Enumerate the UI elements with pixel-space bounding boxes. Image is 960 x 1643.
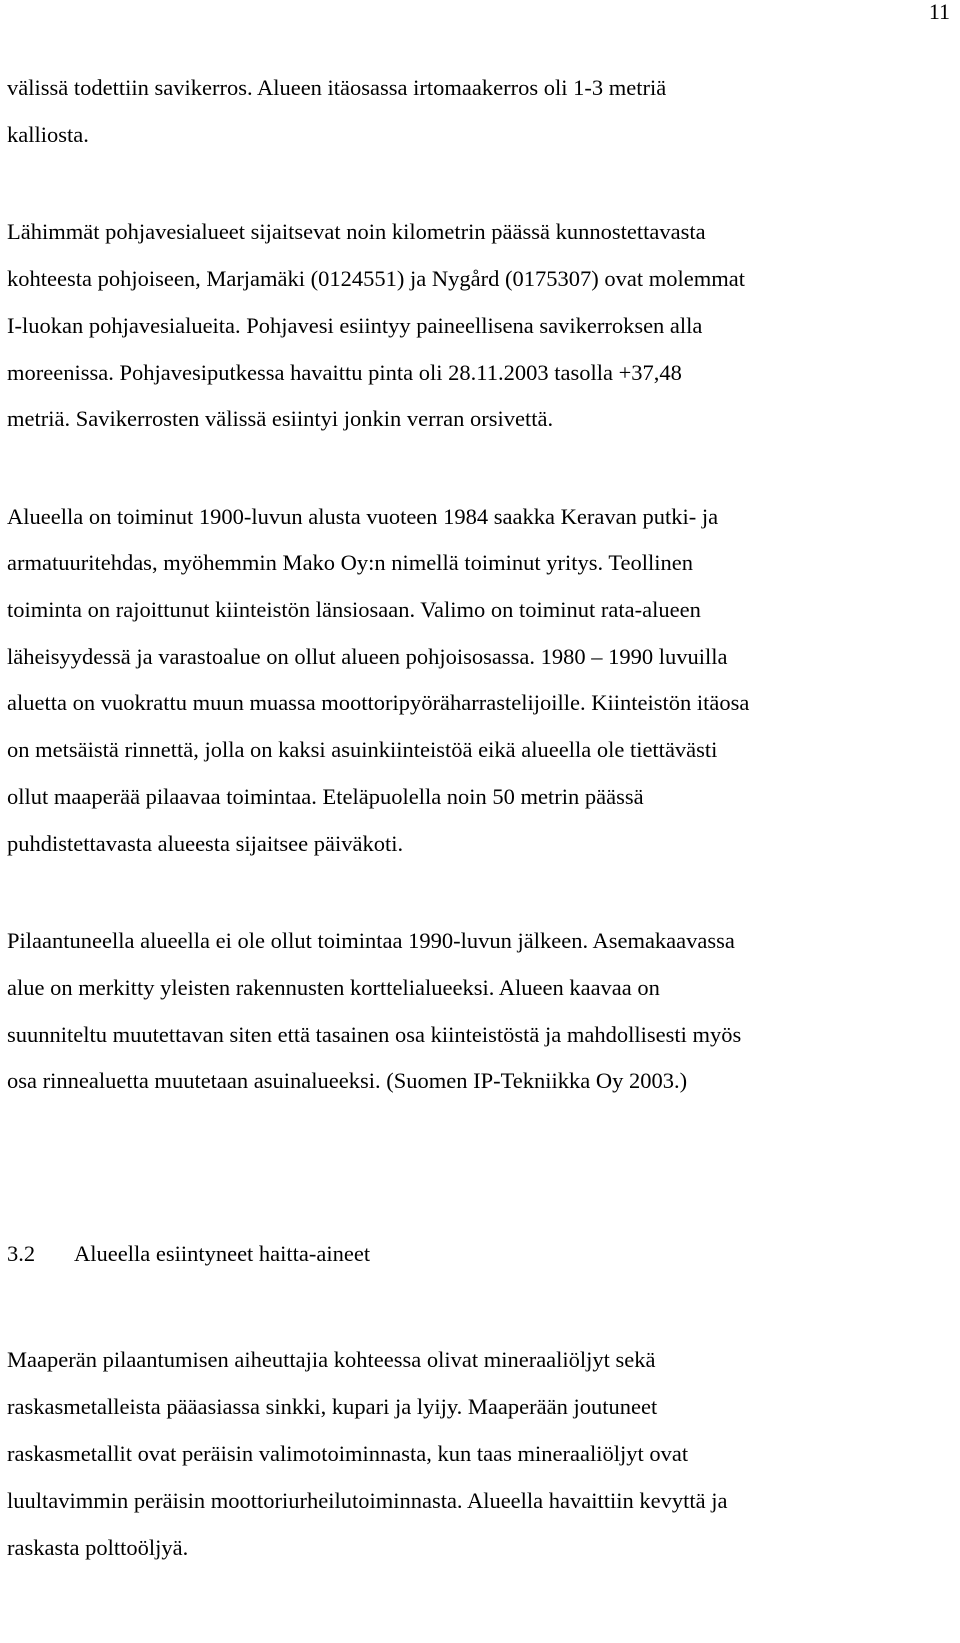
paragraph-line: moreenissa. Pohjavesiputkessa havaittu pinta oli 28.11.2003 tasolla +37,48	[7, 360, 682, 385]
paragraph-line: aluetta on vuokrattu muun muassa moottoripyöräharrastelijoille. Kiinteistön itäosa	[7, 690, 750, 715]
paragraph-line: kohteesta pohjoiseen, Marjamäki (0124551) ja Nygård (0175307) ovat molemmat	[7, 266, 745, 291]
paragraph-line: raskasmetalleista pääasiassa sinkki, kupari ja lyijy. Maaperään joutuneet	[7, 1394, 658, 1419]
paragraph-line: raskasta polttoöljyä.	[7, 1535, 189, 1560]
paragraph-line: raskasmetallit ovat peräisin valimotoiminnasta, kun taas mineraaliöljyt ovat	[7, 1441, 689, 1466]
paragraph-line: välissä todettiin savikerros. Alueen itäosassa irtomaakerros oli 1-3 metriä	[7, 75, 667, 100]
paragraph-line: suunniteltu muutettavan siten että tasainen osa kiinteistöstä ja mahdollisesti myös	[7, 1022, 742, 1047]
paragraph-line: puhdistettavasta alueesta sijaitsee päiväkoti.	[7, 831, 404, 856]
paragraph-line: luultavimmin peräisin moottoriurheilutoiminnasta. Alueella havaittiin kevyttä ja	[7, 1488, 728, 1513]
paragraph-line: armatuuritehdas, myöhemmin Mako Oy:n nimellä toiminut yritys. Teollinen	[7, 550, 694, 575]
paragraph-line: on metsäistä rinnettä, jolla on kaksi asuinkiinteistöä eikä alueella ole tiettävästi	[7, 737, 718, 762]
paragraph-line: osa rinnealuetta muutetaan asuinalueeksi. (Suomen IP-Tekniikka Oy 2003.)	[7, 1068, 688, 1093]
paragraph-line: kalliosta.	[7, 122, 89, 147]
section-heading-number: 3.2	[7, 1241, 36, 1266]
paragraph-line: ollut maaperää pilaavaa toimintaa. Eteläpuolella noin 50 metrin päässä	[7, 784, 644, 809]
paragraph-line: Lähimmät pohjavesialueet sijaitsevat noin kilometrin päässä kunnostettavasta	[7, 219, 706, 244]
paragraph-line: metriä. Savikerrosten välissä esiintyi jonkin verran orsivettä.	[7, 406, 554, 431]
paragraph-line: I-luokan pohjavesialueita. Pohjavesi esiintyy paineellisena savikerroksen alla	[7, 313, 703, 338]
section-heading	[7, 1240, 370, 1268]
paragraph-line: alue on merkitty yleisten rakennusten korttelialueeksi. Alueen kaavaa on	[7, 975, 660, 1000]
paragraph-line: Alueella on toiminut 1900-luvun alusta vuoteen 1984 saakka Keravan putki- ja	[7, 504, 719, 529]
section-heading-title: Alueella esiintyneet haitta-aineet	[74, 1241, 371, 1266]
paragraph-line: Maaperän pilaantumisen aiheuttajia kohteessa olivat mineraaliöljyt sekä	[7, 1347, 656, 1372]
paragraph-line: Pilaantuneella alueella ei ole ollut toimintaa 1990-luvun jälkeen. Asemakaavassa	[7, 928, 735, 953]
paragraph-line: toiminta on rajoittunut kiinteistön länsiosaan. Valimo on toiminut rata-alueen	[7, 597, 701, 622]
page-number: 11	[928, 0, 950, 24]
paragraph-line: läheisyydessä ja varastoalue on ollut alueen pohjoisosassa. 1980 – 1990 luvuilla	[7, 644, 728, 669]
